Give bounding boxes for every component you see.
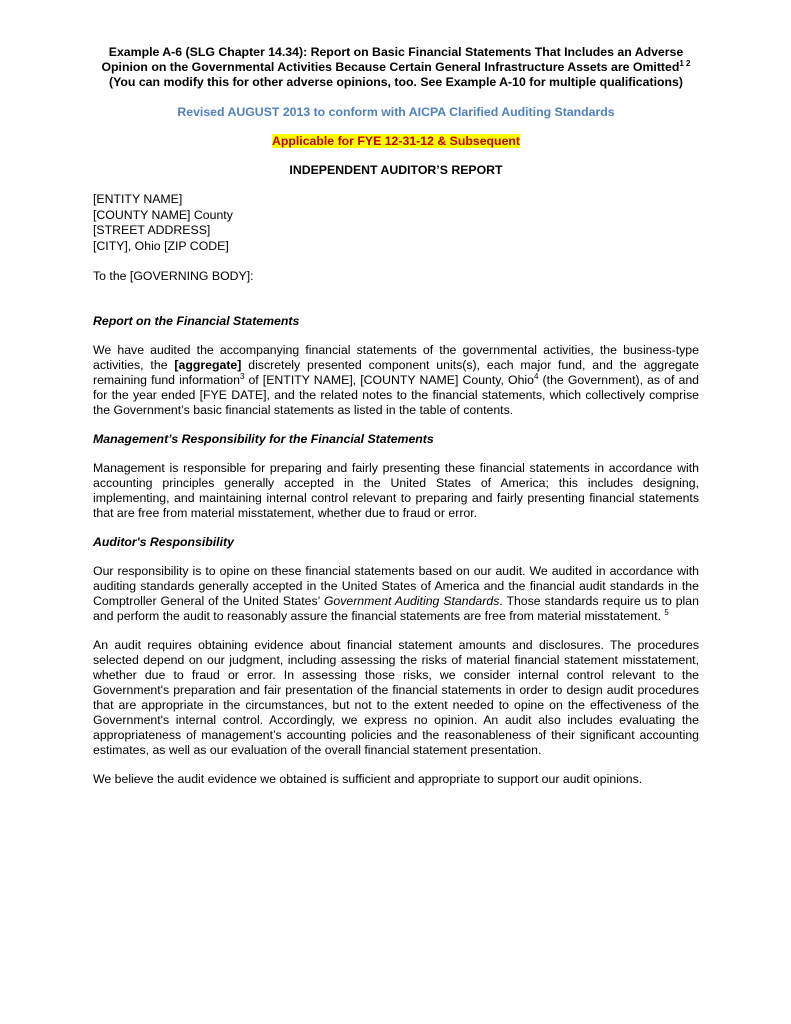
paragraph-audit-scope (93, 343, 699, 418)
title-line-2: (You can modify this for other adverse opinions, too. See Example A-10 for multiple qualifications) (109, 75, 683, 89)
section-heading-management: Management’s Responsibility for the Financial Statements (93, 432, 434, 446)
p3-footnote-5: 5 (664, 607, 669, 617)
applicability-highlight: Applicable for FYE 12-31-12 & Subsequent (271, 134, 521, 148)
address-entity: [ENTITY NAME] (93, 192, 183, 206)
p1-footnote-4: 4 (534, 371, 539, 381)
document-title (93, 45, 699, 90)
applicability-note (93, 134, 699, 149)
paragraph-audit-procedures: An audit requires obtaining evidence about financial statement amounts and disclosures. The procedures selected depend on our judgment, including assessing the risks of material financial statement misstatement, whether due to fraud or error. In assessing those risks, we consider internal control relevant to the Government's preparation and fair presentation of the financial statements in order to design audit procedures that are appropriate in the circumstances, but not to the extent needed to opine on the effectiveness of the Government's internal control. Accordingly, we express no opinion. An audit also includes evaluating the appropriateness of management’s accounting policies and the reasonableness of their significant accounting estimates, as well as our evaluation of the overall financial statement presentation. (93, 638, 699, 757)
report-title: INDEPENDENT AUDITOR’S REPORT (289, 163, 503, 177)
section-heading-auditor: Auditor's Responsibility (93, 535, 234, 549)
p1-bold-aggregate: [aggregate] (174, 358, 242, 372)
paragraph-management-responsibility: Management is responsible for preparing and fairly presenting these financial statements in accordance with accounting principles generally accepted in the United States of America; this includes designing, implementing, and maintaining internal control relevant to preparing and fairly presenting financial statements that are free from material misstatement, whether due to fraud or error. (93, 461, 699, 520)
address-county: [COUNTY NAME] County (93, 207, 233, 222)
p1-text-c: of [ENTITY NAME], [COUNTY NAME] County, Ohio (244, 373, 535, 387)
address-street: [STREET ADDRESS] (93, 223, 211, 237)
p1-text-d: (the Government), as of and for the year ended [FYE DATE], and the related notes to the financial statements, which collectively comprise the Government’s basic financial statements as listed in the table of contents. (93, 373, 700, 417)
title-footnote-ref: 1 2 (679, 58, 691, 68)
p3-italic-gas: Government Auditing Standards (323, 594, 500, 608)
address-block (93, 192, 699, 254)
paragraph-audit-evidence: We believe the audit evidence we obtained is sufficient and appropriate to support our audit opinions. (93, 772, 643, 786)
p3-text-b: . Those standards require us to plan and perform the audit to reasonably assure the financial statements are free from material misstatement. (93, 594, 699, 623)
address-city: [CITY], Ohio [ZIP CODE] (93, 238, 229, 253)
salutation: To the [GOVERNING BODY]: (93, 269, 254, 283)
paragraph-auditor-responsibility (93, 564, 699, 624)
revision-note: Revised AUGUST 2013 to conform with AICPA Clarified Auditing Standards (177, 105, 615, 119)
section-heading-report: Report on the Financial Statements (93, 314, 300, 328)
p1-text-a: We have audited the accompanying financial statements of the governmental activities, the business-type activities, the (93, 343, 699, 372)
title-line-1: Example A-6 (SLG Chapter 14.34): Report on Basic Financial Statements That Includes an Adverse Opinion on the Governmental Activities Because Certain General Infrastructure Assets are Omitted (101, 45, 684, 74)
p1-text-b: discretely presented component units(s), each major fund, and the aggregate remaining fund information (93, 358, 699, 387)
document-page (93, 45, 699, 787)
p3-text-a: Our responsibility is to opine on these financial statements based on our audit. We audited in accordance with auditing standards generally accepted in the United States of America and the financial audit standards in the Comptroller General of the United States’ (93, 564, 699, 608)
p1-footnote-3: 3 (239, 371, 245, 381)
